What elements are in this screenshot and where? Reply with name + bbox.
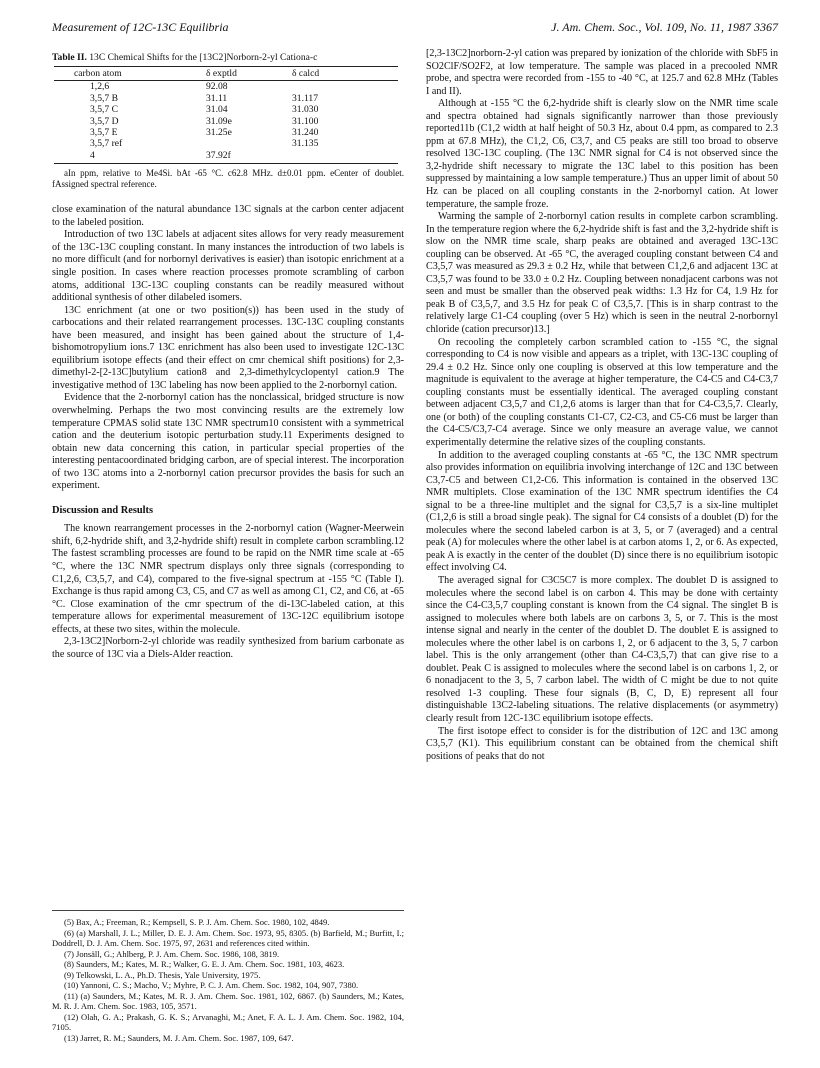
- left-body-text: [52, 204, 404, 493]
- cell-carbon-atom: 3,5,7 C: [90, 104, 118, 116]
- cell-calcd: [288, 150, 398, 164]
- reference-item: (11) (a) Saunders, M.; Kates, M. R. J. Am. Chem. Soc. 1981, 102, 6867. (b) Saunders, M.; Kates, M. R. J. Am. Chem. Soc. 1983, 105, 3571.: [52, 990, 404, 1011]
- cell-carbon-atom: 3,5,7 B: [90, 92, 118, 104]
- body-paragraph: 2,3-13C2]Norborn-2-yl chloride was readily synthesized from barium carbonate as the source of 13C via a Diels-Alder reaction.: [52, 636, 404, 660]
- body-paragraph: Although at -155 °C the 6,2-hydride shift is clearly slow on the NMR time scale and spectra obtained had signals significantly narrower than those previously reported11b (C1,2 width at half height of 50.3 Hz, about 0.4 ppm, as compared to 2.3 ppm at 67.8 MHz), the C1,2, C6, C3,7, and C5 peaks are still too broad to observe resolved 13C-13C coupling. (The 13C NMR signal for C4 is not observed since the 3,2-hydride shift necessary to migrate the 13C label to this position has been suppressed by maintaining a low sample temperature.) Thus an upper limit of about 50 Hz can be placed on all coupling constants in the 2-norbornyl cation. At lower temperature, the sample froze.: [426, 98, 778, 210]
- col-header-carbon-atom: carbon atom: [54, 67, 202, 81]
- table-label: Table II.: [52, 52, 87, 63]
- running-header: [52, 20, 778, 40]
- journal-citation: J. Am. Chem. Soc., Vol. 109, No. 11, 1987 3367: [551, 20, 778, 34]
- body-paragraph: Evidence that the 2-norbornyl cation has the nonclassical, bridged structure is now overwhelming. Perhaps the two most convincing results are the extremely low temperature CPMAS solid state 13C NMR spectrum10 consistent with a symmetrical cation and the deuterium isotopic perturbation study.11 Experiments designed to obtain new data concerning this cation, in particular special properties of the interesting pentacoordinated bridging carbon, are of special interest. The incorporation of two 13C atoms into a 2-norbornyl cation precursor provides the basis for such an experiment.: [52, 392, 404, 492]
- cell-carbon-atom: 3,5,7 E: [90, 127, 118, 139]
- cell-calcd: 31.117: [292, 92, 319, 104]
- cell-carbon-atom: 3,5,7 D: [90, 115, 119, 127]
- body-paragraph: The first isotope effect to consider is for the distribution of 12C and 13C among C3,5,7 (K1). This equilibrium constant can be obtained from the chemical shift positions of peaks that do not: [426, 725, 778, 762]
- reference-item: (7) Jonsäll, G.; Ahlberg, P. J. Am. Chem. Soc. 1986, 108, 3819.: [64, 948, 280, 959]
- body-paragraph: In addition to the averaged coupling constants at -65 °C, the 13C NMR spectrum also provides information on equilibria involving interchange of 12C and 13C between C3,7-C5 and between C1,2-C6. This information is contained in the observed 13C NMR multiplets. Close examination of the 13C NMR spectrum identifies the C4 signal to be a three-line multiplet and the signal for C3,5,7 is a six-line multiplet (C1,2,6 is still a broad single peak). The signal for C4 consists of a doublet (D) for the molecules where the second labeled carbon is at 3, 5, or 7 (averaged) and a central peak (A) for molecules where the other label is at carbon atoms 1, 2, or 6. As expected, peak A is exactly in the center of the doublet (D) since there is no equilibrium isotopic effect involving C4.: [426, 449, 778, 574]
- reference-item: (8) Saunders, M.; Kates, M. R.; Walker, G. E. J. Am. Chem. Soc. 1981, 103, 4623.: [64, 959, 345, 969]
- cell-calcd: 31.030: [292, 104, 319, 116]
- body-paragraph: 13C enrichment (at one or two position(s)) has been used in the study of carbocations and their related rearrangement processes. 13C-13C coupling constants have been measured, and insight has been gained about the structure of 1,4-bishomotropylium ions.7 13C enrichment has also been used to investigate 12C-13C equilibrium isotope effects (and their effect on cmr chemical shift positions) for 2,3-dimethyl-2-[2-13C]butylium cation8 and 2,3-dimethylcyclopentyl cation.9 The investigative method of 13C labeling has now been applied to the 2-norbornyl cation.: [52, 304, 404, 391]
- table-header-row: [54, 67, 398, 81]
- reference-item: (13) Jarret, R. M.; Saunders, M. J. Am. Chem. Soc. 1987, 109, 647.: [64, 1032, 294, 1043]
- left-column: [52, 52, 404, 661]
- body-paragraph: The known rearrangement processes in the 2-norbornyl cation (Wagner-Meerwein shift, 6,2-hydride shift, and 3,2-hydride shift) result in complete carbon scrambling.12 The fastest scrambling processes are found to be rapid on the NMR time scale at -65 °C, where the 13C NMR spectrum displays only three signals (corresponding to C1,2,6, C3,5,7, and C4), compared to the five-signal spectrum at -155 °C (Table I). Exchange is thus rapid among C3, C5, and C7 as well as among C1, C2, and C6, at -65 °C. Close examination of the cmr spectrum of the di-13C-labeled cation, at this temperature allows for experimental measurement of 13C-12C equilibrium isotope effects, at these two sites, within the molecule.: [52, 523, 404, 635]
- cell-expt: 92.08: [206, 81, 228, 93]
- table-caption: [52, 52, 404, 64]
- reference-item: (10) Yannoni, C. S.; Macho, V.; Myhre, P. C. J. Am. Chem. Soc. 1982, 104, 907, 7380.: [64, 980, 359, 990]
- table-row: [54, 116, 398, 127]
- col-header-expt: δ exptld: [202, 67, 288, 81]
- reference-item: (9) Telkowski, L. A., Ph.D. Thesis, Yale University, 1975.: [64, 969, 261, 980]
- section-heading: Discussion and Results: [52, 504, 154, 516]
- cell-carbon-atom: 1,2,6: [90, 81, 110, 93]
- table-footnotes: aIn ppm, relative to Me4Si. bAt -65 °C. c62.8 MHz. d±0.01 ppm. eCenter of doublet. fAssigned spectral reference.: [52, 168, 404, 190]
- table-row: [54, 81, 398, 93]
- table-row: [54, 138, 398, 149]
- reference-item: (6) (a) Marshall, J. L.; Miller, D. E. J. Am. Chem. Soc. 1973, 95, 8305. (b) Barfield, M.; Burfitt, I.; Doddrell, D. J. Am. Chem. Soc. 1975, 97, 2631 and references cited within.: [52, 927, 404, 948]
- col-header-calcd: δ calcd: [288, 67, 398, 81]
- cell-expt: 37.92f: [202, 150, 288, 164]
- right-column: [426, 48, 778, 763]
- cell-calcd: 31.240: [292, 127, 319, 139]
- discussion-text: [52, 523, 404, 661]
- table-title: 13C Chemical Shifts for the [13C2]Norborn-2-yl Cationa-c: [89, 52, 318, 63]
- body-paragraph: Introduction of two 13C labels at adjacent sites allows for very ready measurement of the 13C-13C coupling constant. In many instances the introduction of two labels is no more difficult (and for norbornyl derivatives is easier) than isotopic enrichment at a single position. In cases where reaction processes promote scrambling of carbon atoms, additional 13C-13C coupling constants can be readily measured without additional synthesis of other dilabeled isomers.: [52, 229, 404, 304]
- body-paragraph: Warming the sample of 2-norbornyl cation results in complete carbon scrambling. In the temperature region where the 6,2-hydride shift is fast and the 3,2-hydride shift is slow on the NMR time scale, sharp peaks are obtained and averaged 13C-13C coupling can be observed. At -65 °C, the averaged coupling constant between C4 and C3,5,7 was measured as 29.3 ± 0.2 Hz, while that between C1,2,6 and adjacent 13C at C3,5,7 was found to be 33.0 ± 0.2 Hz. Coupling between nonadjacent carbons was not seen and must be smaller than the observed peak widths: 1.3 Hz for C4, 1.9 Hz for peak B of C3,5,7, and 3.5 Hz for peak C of C3,5,7. [This is in sharp contrast to the relatively large C1-C4 coupling (over 5 Hz) which is seen in the neutral 2-norbornyl chloride (cation precursor)13.]: [426, 211, 778, 336]
- table-row: [54, 104, 398, 115]
- cell-expt: [202, 138, 288, 149]
- cell-expt: 31.25e: [206, 127, 232, 139]
- running-title: Measurement of 12C-13C Equilibria: [52, 20, 229, 34]
- body-paragraph: close examination of the natural abundance 13C signals at the carbon center adjacent to the labeled position.: [52, 204, 404, 228]
- cell-calcd: 31.135: [292, 138, 319, 150]
- cell-expt: 31.11: [206, 92, 228, 104]
- table-row: [54, 127, 398, 138]
- reference-item: (12) Olah, G. A.; Prakash, G. K. S.; Arvanaghi, M.; Anet, F. A. L. J. Am. Chem. Soc. 1982, 104, 7105.: [52, 1011, 404, 1032]
- chemical-shift-table: [54, 66, 398, 164]
- cell-expt: 31.09e: [206, 115, 232, 127]
- body-paragraph: The averaged signal for C3C5C7 is more complex. The doublet D is assigned to molecules where the second label is on carbon 4. This may be done with certainty since the C4-C3,5,7 coupling constant is known from the C4 signal. The singlet B is assigned to molecules where both labels are on carbons 3, 5, or 7. This is the most intense signal and nearly in the center of the doublet D. The doublet E is assigned to molecules where the other label is on carbons 1, 2, or 6 adjacent to the 3, 5, 7 carbon label. This is the only arrangement (other than C4-C3,5,7) that can give rise to a doublet. Peak C is assigned to molecules where the second label is on carbons 1, 2, or 6 nonadjacent to the 3, 5, 7 carbon label. The width of C might be due to not quite resolved 1-3 coupling. These four signals (B, C, D, E) represent all four distinguishable 13C2-labeling situations. The relative displacements (or asymmetry) clearly result from 12C-13C equilibrium isotope effects.: [426, 574, 778, 724]
- reference-item: (5) Bax, A.; Freeman, R.; Kempsell, S. P. J. Am. Chem. Soc. 1980, 102, 4849.: [64, 917, 330, 927]
- cell-calcd: 31.100: [292, 115, 319, 127]
- table-row: [54, 150, 398, 164]
- references-block: [52, 910, 404, 1043]
- body-paragraph: [2,3-13C2]norborn-2-yl cation was prepared by ionization of the chloride with SbF5 in SO2ClF/SO2F2, at low temperature. The sample was placed in a precooled NMR probe, and spectra were recorded from -155 to -40 °C, at 125.7 and 62.8 MHz (Tables I and II).: [426, 48, 778, 97]
- cell-carbon-atom: 4: [54, 150, 202, 164]
- cell-carbon-atom: 3,5,7 ref: [90, 138, 123, 150]
- cell-calcd: [288, 81, 398, 93]
- cell-expt: 31.04: [206, 104, 228, 116]
- table-row: [54, 93, 398, 104]
- journal-page: [52, 20, 778, 1060]
- body-paragraph: On recooling the completely carbon scrambled cation to -155 °C, the signal corresponding to C4 is now visible and appears as a triplet, with 13C-13C coupling of 29.4 ± 0.2 Hz. Since only one coupling is observed at this low temperature and the magnitude is equivalent to the average at higher temperature, the C4-C5 and C4-C3,7 coupling constants must be essentially identical. The averaged coupling constant between adjacent C3,5,7 and C1,2,6 atoms is larger than that for C4-C3,5,7. Clearly, one (or both) of the coupling constants C1-C7, C2-C3, and C5-C6 must be larger than the C4-C5/C3,7-C4 average. Since we only measure an average value, we cannot experimentally determine the relative sizes of the coupling constants.: [426, 336, 778, 448]
